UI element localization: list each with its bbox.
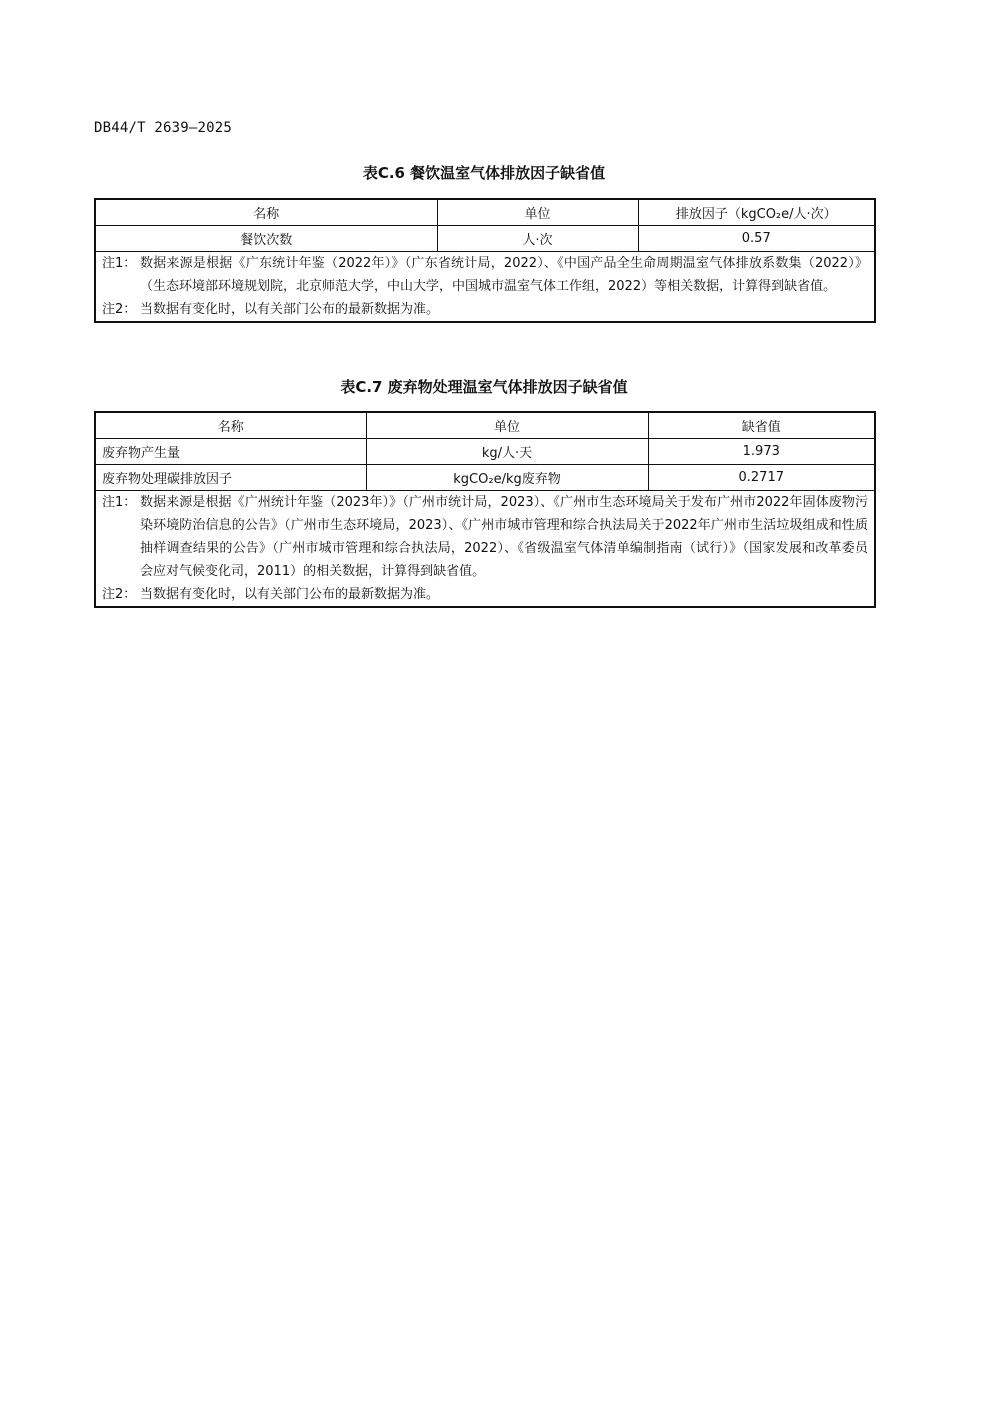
note-text: 数据来源是根据《广东统计年鉴（2022年）》（广东省统计局，2022）、《中国产品全生命周期温室气体排放系数集（2022）》（生态环境部环境规划院，北京师范大学，中山大学，中国城市温室气体工作组，2022）等相关数据，计算得到缺省值。	[140, 255, 868, 294]
notes-cell	[95, 251, 875, 322]
note-label: 注1：	[102, 494, 137, 510]
column-header-name: 名称	[95, 199, 437, 225]
note-1	[102, 252, 868, 298]
table-cell: kg/人·天	[366, 438, 648, 464]
table-cell: 0.2717	[648, 464, 875, 490]
standard-code: DB44/T 2639—2025	[94, 120, 233, 136]
column-header-unit: 单位	[366, 412, 648, 438]
note-1	[102, 491, 868, 583]
table-cell: kgCO₂e/kg废弃物	[366, 464, 648, 490]
column-header-factor: 排放因子（kgCO₂e/人·次）	[638, 199, 875, 225]
table-c7-title: 表C.7 废弃物处理温室气体排放因子缺省值	[340, 378, 628, 396]
note-text: 当数据有变化时，以有关部门公布的最新数据为准。	[140, 301, 440, 317]
column-header-name: 名称	[95, 412, 366, 438]
note-2	[102, 298, 868, 321]
note-label: 注2：	[102, 301, 137, 317]
table-c6-title: 表C.6 餐饮温室气体排放因子缺省值	[362, 164, 606, 182]
table-row	[95, 438, 875, 464]
notes-cell	[95, 490, 875, 607]
table-cell: 人·次	[437, 225, 638, 251]
table-c6	[94, 198, 876, 323]
note-label: 注2：	[102, 586, 137, 602]
table-cell: 废弃物处理碳排放因子	[95, 464, 366, 490]
table-c7	[94, 411, 876, 608]
notes-row	[95, 490, 875, 607]
table-cell: 餐饮次数	[95, 225, 437, 251]
notes-row	[95, 251, 875, 322]
table-row	[95, 225, 875, 251]
note-2	[102, 583, 868, 606]
column-header-default: 缺省值	[648, 412, 875, 438]
table-header-row	[95, 412, 875, 438]
table-header-row	[95, 199, 875, 225]
note-text: 数据来源是根据《广州统计年鉴（2023年）》（广州市统计局，2023）、《广州市生态环境局关于发布广州市2022年固体废物污染环境防治信息的公告》（广州市生态环境局，2023）、《广州市城市管理和综合执法局关于2022年广州市生活垃圾组成和性质抽样调查结果的公告》（广州市城市管理和综合执法局，2022）、《省级温室气体清单编制指南（试行）》（国家发展和改革委员会应对气候变化司，2011）的相关数据，计算得到缺省值。	[140, 494, 868, 579]
table-row	[95, 464, 875, 490]
table-cell: 废弃物产生量	[95, 438, 366, 464]
table-cell: 0.57	[638, 225, 875, 251]
table-cell: 1.973	[648, 438, 875, 464]
note-label: 注1：	[102, 255, 137, 271]
column-header-unit: 单位	[437, 199, 638, 225]
note-text: 当数据有变化时，以有关部门公布的最新数据为准。	[140, 586, 440, 602]
